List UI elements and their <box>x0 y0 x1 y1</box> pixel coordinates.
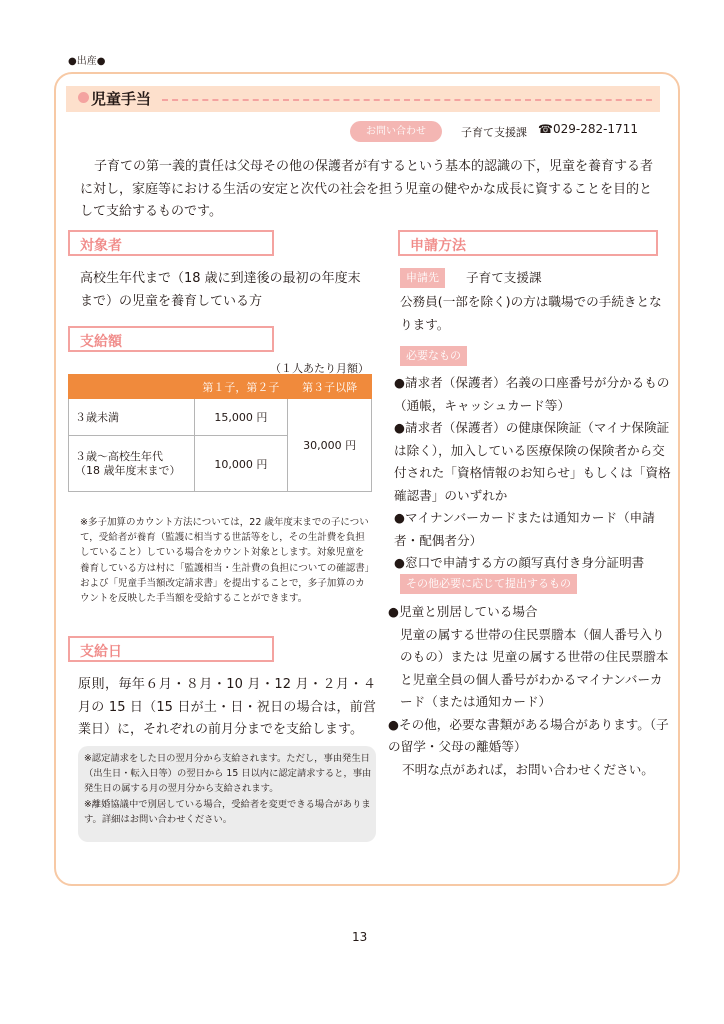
apply-where-label: 申請先 <box>400 268 445 288</box>
title-divider <box>162 99 652 101</box>
amount-table <box>68 374 372 492</box>
page-title: 児童手当 <box>91 90 152 108</box>
value-3-to-highschool: 10,000 円 <box>194 436 288 492</box>
other-docs <box>388 601 674 781</box>
required-list <box>394 372 674 575</box>
multi-child-note: ※多子加算のカウント方法については，22 歳年度末までの子について，受給者が養育（監護に相当する世話等をし，その生計費を負担していること）している場合をカウント対象とします。対象児童を養育している方は村に「監護相当・生計費の負担についての確認書」および「児童手当額改定請求書」を提出することで，多子加算のカウントを反映した手当額を受給することができます。 <box>80 517 370 605</box>
contact-label: お問い合わせ <box>350 121 442 142</box>
eligible-heading-label: 対象者 <box>80 238 122 254</box>
contact-phone[interactable]: ☎029-282-1711 <box>538 122 638 136</box>
section-tag: ●出産● <box>68 56 106 67</box>
other-item-title: ●児童と別居している場合 <box>388 604 538 619</box>
row-label-line1: ３歳～高校生年代 <box>75 449 163 463</box>
public-servant-note: 公務員(一部を除く)の方は職場での手続きとなります。 <box>400 294 662 332</box>
page-number: 13 <box>352 930 368 944</box>
table-col-third: 第３子以降 <box>288 375 372 399</box>
table-col-first-second: 第１子，第２子 <box>194 375 288 399</box>
table-header-row <box>69 375 372 399</box>
eligible-heading <box>68 230 274 256</box>
amount-heading-label: 支給額 <box>80 334 122 350</box>
list-item: ●請求者（保護者）の健康保険証（マイナ保険証は除く），加入している医療保険の保険者から交付された「資格情報のお知らせ」もしくは「資格確認書」のいずれか <box>394 420 671 503</box>
table-corner <box>69 375 195 399</box>
apply-where-value: 子育て支援課 <box>466 270 542 285</box>
contact-dept: 子育て支援課 <box>461 126 527 139</box>
other-docs-label: その他必要に応じて提出するもの <box>400 574 577 594</box>
payday-heading-label: 支給日 <box>80 644 122 660</box>
other-item-text: 児童の属する世帯の住民票謄本（個人番号入りのもの）または 児童の属する世帯の住民票謄本と児童全員の個人番号がわかるマイナンバーカード（または通知カード） <box>400 626 669 709</box>
amount-heading <box>68 326 274 352</box>
apply-heading-label: 申請方法 <box>410 238 466 254</box>
payday-notes <box>84 751 374 827</box>
row-label-under3: ３歳未満 <box>69 399 195 436</box>
row-label-line2: （18 歳年度末まで） <box>75 463 181 477</box>
value-under3: 15,000 円 <box>194 399 288 436</box>
table-row <box>69 399 372 436</box>
apply-heading <box>398 230 658 256</box>
intro-paragraph: 子育ての第一義的責任は父母その他の保護者が有するという基本的認識の下，児童を養育する者に対し，家庭等における生活の安定と次代の社会を担う児童の健やかな成長に資することを目的として支給するものです。 <box>80 159 654 219</box>
list-item: ●マイナンバーカードまたは通知カード（申請者・配偶者分） <box>394 510 655 548</box>
other-item-misc: ●その他，必要な書類がある場合があります。（子の留学・父母の離婚等） <box>388 716 669 754</box>
list-item: ●請求者（保護者）名義の口座番号が分かるもの（通帳，キャッシュカード等） <box>394 375 670 413</box>
closing-text: 不明な点があれば，お問い合わせください。 <box>402 761 654 777</box>
bullet-dot-icon <box>78 92 89 103</box>
list-item: ●窓口で申請する方の顔写真付き身分証明書 <box>394 555 645 570</box>
eligible-text: 高校生年代まで（18 歳に到達後の最初の年度末まで）の児童を養育している方 <box>80 271 361 309</box>
required-label: 必要なもの <box>400 346 467 366</box>
amount-unit-note: （１人あたり月額） <box>270 362 369 375</box>
value-third-child: 30,000 円 <box>288 399 372 492</box>
payday-note-2: ※離婚協議中で別居している場合，受給者を変更できる場合があります。詳細はお問い合わせください。 <box>84 798 371 825</box>
row-label-3-to-highschool <box>69 436 195 492</box>
payday-note-1: ※認定請求をした日の翌月分から支給されます。ただし，事由発生日（出生日・転入日等）の翌日から 15 日以内に認定請求すると，事由発生日の属する月の翌月分から支給されます。 <box>84 753 372 795</box>
payday-heading <box>68 636 274 662</box>
payday-text: 原則，毎年６月・８月・10 月・12 月・２月・４月の 15 日（15 日が土・日・祝日の場合は，前営業日）に，それぞれの前月分までを支給します。 <box>78 677 376 737</box>
